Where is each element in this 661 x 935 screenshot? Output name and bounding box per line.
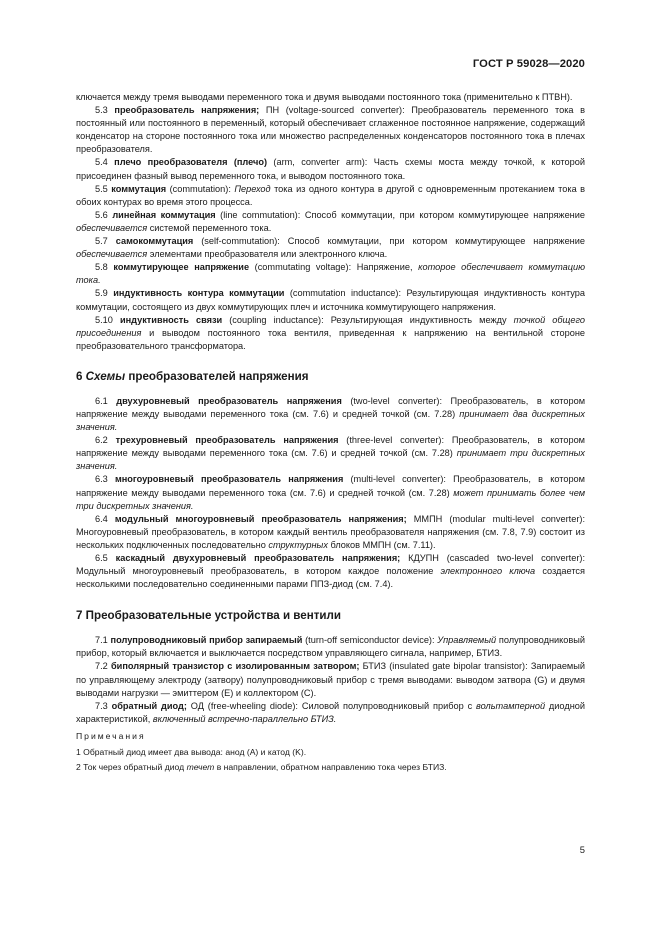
term-definition: ОД (free-wheeling diode): Силовой полупроводниковый прибор с: [186, 700, 477, 711]
term-name: коммутация: [111, 183, 167, 194]
term-definition: (commutating voltage): Напряжение,: [249, 262, 419, 273]
italic-text: электронного ключа: [440, 566, 536, 577]
term-number: 5.6: [95, 209, 113, 220]
term-definition: диодной характеристикой,: [76, 700, 586, 724]
term-definition: (multi-level converter): Преобразователь, в котором напряжение между выводами переменного тока (см. 7.6) и средней точкой (см. 7.28): [76, 474, 585, 498]
term-7-3: [76, 700, 585, 726]
section-title: преобразователей напряжения: [125, 369, 309, 383]
paragraph-text: ключается между тремя выводами переменного тока и двумя выводами постоянного тока (применительно к ПТВН).: [76, 92, 573, 102]
term-definition: (self-commutation): Способ коммутации, при котором коммутирующее напряжение: [193, 236, 585, 247]
term-name: двухуровневый преобразователь напряжения: [116, 395, 342, 406]
term-definition: КДУПН (cascaded two-level converter): Модульный многоуровневый преобразователь, в котором каждое положение: [76, 553, 586, 577]
term-6-4: [76, 513, 585, 552]
term-name: преобразователь напряжения;: [114, 105, 260, 116]
term-definition: ММПН (modular multi-level converter): Многоуровневый преобразователь, в котором каждый вентиль преобразователя напряжения (см. 7.8, 7.9) состоит из нескольких подключенных последовательно: [76, 513, 586, 550]
term-definition: элементами преобразователя или электронного ключа.: [147, 249, 388, 260]
term-5-5: [76, 183, 585, 209]
term-number: 5.5: [95, 183, 112, 194]
term-definition: (two-level converter): Преобразователь, в котором напряжение между выводами переменного тока (см. 7.6) и средней точкой (см. 7.28): [76, 395, 586, 419]
term-5-3: [76, 104, 585, 156]
term-number: 6.4: [95, 513, 115, 524]
term-name: многоуровневый преобразователь напряжения: [114, 474, 344, 485]
italic-text: обеспечивается: [76, 222, 148, 233]
note-1: 1 Обратный диод имеет два вывода: анод (A) и катод (K).: [76, 747, 307, 758]
italic-text: Переход: [234, 183, 271, 194]
italic-text: Управляемый: [437, 635, 497, 646]
term-definition: создается несколькими последовательно соединенными парами ППЗ-диод (см. 7.4).: [76, 566, 585, 590]
term-name: самокоммутация: [115, 236, 194, 247]
term-5-6: [76, 209, 585, 235]
term-5-7: [76, 235, 585, 261]
term-6-5: [76, 552, 585, 591]
section-heading-7: [76, 609, 585, 623]
term-name: биполярный транзистор с изолированным затвором;: [111, 661, 360, 672]
section-heading-6: [76, 370, 585, 384]
section-title-italic: Схемы: [85, 369, 126, 383]
notes-title: Примечания: [76, 730, 146, 741]
note-text: в направлении, обратном направлению тока через БТИЗ.: [214, 762, 447, 773]
term-definition: (arm, converter arm): Часть схемы моста между точкой, к которой присоединен фазный вывод переменного тока, и выводом постоянного тока.: [76, 157, 585, 181]
italic-text: обеспечивается: [76, 249, 148, 260]
term-number: 6.1: [95, 395, 117, 406]
term-definition: ПН (voltage-sourced converter): Преобразователь переменного тока в постоянный или постоянного в переменный, который обеспечивает сглаженное постоянное напряжение, содержащий конденсатор на стороне постоянного тока или множество распределенных конденсаторов постоянного тока в плечах преобразователя.: [76, 105, 586, 155]
term-name: обратный диод;: [111, 700, 187, 711]
italic-text: принимает три дискретных значения.: [76, 448, 585, 472]
term-6-1: [76, 395, 585, 434]
term-name: коммутирующее напряжение: [113, 262, 250, 273]
document-header: ГОСТ Р 59028—2020: [472, 58, 585, 70]
term-name: индуктивность контура коммутации: [113, 288, 285, 299]
paragraph-continuation: [76, 91, 585, 104]
term-5-10: [76, 314, 585, 353]
term-name: индуктивность связи: [119, 314, 223, 325]
term-definition: тока из одного контура в другой с одновременным протеканием тока в обоих контурах во время этого процесса.: [76, 183, 586, 207]
italic-text: течет: [186, 762, 215, 773]
italic-text: структурных: [268, 539, 328, 550]
term-number: 5.8: [95, 262, 114, 273]
term-number: 5.7: [95, 236, 116, 247]
term-name: трехуровневый преобразователь напряжения: [115, 435, 339, 446]
italic-text: точкой общего присоединения: [76, 314, 585, 338]
term-name: линейная коммутация: [112, 209, 216, 220]
term-definition: (line commutation): Способ коммутации, при котором коммутирующее напряжение: [215, 209, 585, 220]
term-definition: (turn-off semiconductor device):: [302, 635, 438, 646]
italic-text: принимает два дискретных значения.: [76, 408, 585, 433]
term-definition: и выводом постоянного тока вентиля, приведенная к напряжению на вентильной стороне преобразовательного трансформатора.: [76, 327, 585, 351]
term-6-3: [76, 473, 585, 512]
term-definition: (coupling inductance): Результирующая индуктивность между: [222, 314, 514, 325]
term-7-1: [76, 634, 585, 660]
term-number: 5.4: [95, 157, 115, 168]
term-number: 7.3: [95, 700, 112, 711]
term-name: каскадный двухуровневый преобразователь напряжения;: [115, 553, 401, 563]
note-2: [76, 761, 585, 773]
term-number: 7.2: [95, 661, 111, 672]
term-definition: (three-level converter): Преобразователь, в котором напряжение между выводами переменного тока (см. 7.6) и средней точкой (см. 7.28): [76, 435, 585, 459]
term-number: 6.5: [95, 553, 116, 563]
term-number: 5.9: [95, 288, 114, 299]
term-number: 5.10: [95, 314, 120, 325]
term-7-2: [76, 660, 585, 699]
term-number: 6.2: [95, 435, 116, 446]
term-number: 6.3: [95, 474, 115, 485]
term-name: полупроводниковый прибор запираемый: [110, 635, 303, 646]
term-definition: (commutation inductance): Результирующая индуктивность контура коммутации, состоящего из двух коммутирующих плеч и источника коммутирующего напряжения.: [76, 288, 586, 312]
page-number: 5: [579, 844, 585, 855]
term-5-4: [76, 156, 585, 182]
section-title: 7 Преобразовательные устройства и вентили: [76, 609, 342, 623]
term-definition: (commutation):: [166, 183, 235, 194]
document-body: [76, 91, 585, 776]
term-definition: полупроводниковый прибор, который включается и выключается посредством управляющего сигнала, например, БТИЗ.: [76, 635, 586, 659]
term-number: 7.1: [95, 635, 111, 646]
term-name: модульный многоуровневый преобразователь напряжения;: [114, 513, 407, 524]
term-name: плечо преобразователя (плечо): [114, 157, 268, 168]
term-6-2: [76, 434, 585, 473]
italic-text: которое обеспечивает коммутацию тока.: [76, 262, 585, 286]
italic-text: может принимать более чем три дискретных значения.: [76, 487, 585, 511]
term-definition: БТИЗ (insulated gate bipolar transistor): Запираемый по управляющему электроду (затвору) полупроводниковый прибор с тремя выводами: выводом затвора (G) и двумя выводами нагрузки — эмиттером (E) и коллектором (C).: [76, 661, 585, 698]
term-5-9: [76, 287, 585, 313]
note-text: 2 Ток через обратный диод: [76, 762, 187, 773]
term-definition: блоков ММПН (см. 7.11).: [327, 539, 436, 550]
section-number: 6: [76, 369, 86, 383]
italic-text: включенный встречно-параллельно БТИЗ.: [152, 713, 337, 724]
italic-text: вольтамперной: [476, 700, 546, 711]
term-definition: системой переменного тока.: [147, 222, 272, 233]
term-number: 5.3: [95, 105, 115, 116]
term-5-8: [76, 261, 585, 287]
